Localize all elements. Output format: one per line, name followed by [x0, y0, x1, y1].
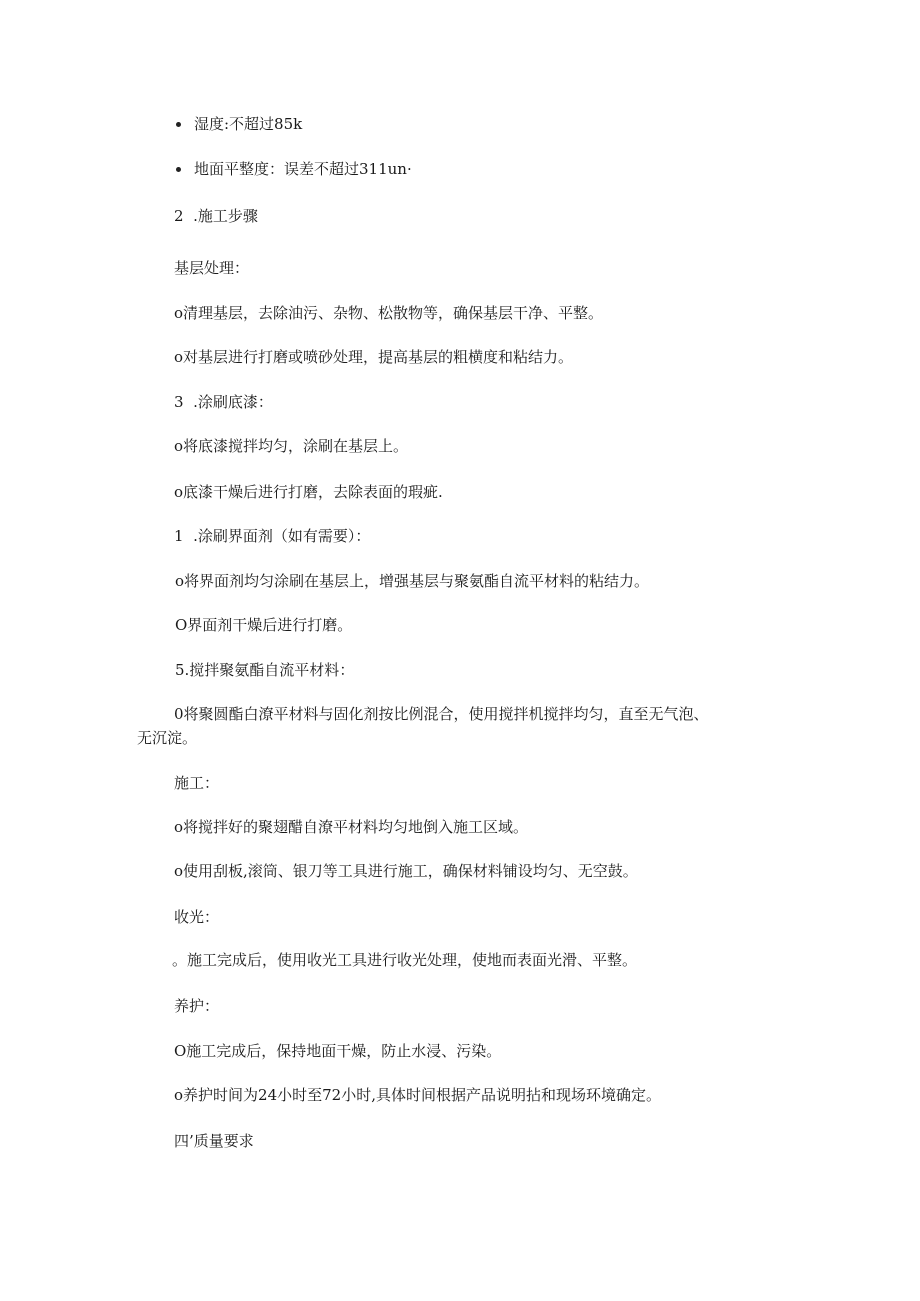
list-item: o将搅拌好的聚翅醋自潦平材料均匀地倒入施工区域。	[174, 818, 529, 836]
section-heading: 1 .涂刷界面剂（如有需要）：	[174, 527, 371, 545]
subheading: 收光：	[174, 908, 220, 926]
subheading: 养护：	[174, 997, 220, 1015]
subheading: 基层处理：	[174, 259, 250, 277]
list-item: 。施工完成后，使用收光工具进行收光处理，使地而表面光滑、平整。	[172, 951, 638, 969]
list-item: o底漆干燥后进行打磨，去除表面的瑕疵.	[174, 483, 443, 501]
list-item: O界面剂干燥后进行打磨。	[175, 616, 353, 634]
list-item: o清理基层，去除油污、杂物、松散物等，确保基层干净、平整。	[174, 304, 604, 322]
list-item: o将底漆搅拌均匀，涂刷在基层上。	[174, 437, 409, 455]
list-item: o使用刮板,滚筒、银刀等工具进行施工，确保材料铺设均匀、无空鼓。	[174, 862, 638, 880]
list-item: O施工完成后，保持地面干燥，防止水浸、污染。	[174, 1042, 502, 1060]
section-heading: 四’质量要求	[174, 1132, 254, 1150]
paragraph-line: 0将聚圆酯白潦平材料与固化剂按比例混合，使用搅拌机搅拌均匀，直至无气泡、	[174, 705, 709, 723]
paragraph-line: 无沉淀。	[137, 729, 198, 747]
list-item: o养护时间为24小时至72小时,具体时间根据产品说明拈和现场环境确定。	[174, 1086, 661, 1104]
section-heading: 2 .施工步骤	[174, 207, 258, 225]
list-item: o将界面剂均匀涂刷在基层上，增强基层与聚氨酯自流平材料的粘结力。	[175, 572, 650, 590]
subheading: 施工：	[174, 774, 220, 792]
section-heading: 5.搅拌聚氨酯自流平材料：	[175, 661, 355, 679]
paragraph-mixing	[137, 702, 817, 750]
section-heading: 3 .涂刷底漆：	[174, 393, 273, 411]
list-item: o对基层进行打磨或喷砂处理，提高基层的粗横度和粘结力。	[174, 348, 574, 366]
bullet-icon	[176, 122, 181, 127]
bullet-icon	[176, 167, 181, 172]
bullet-humidity: 湿度:不超过85k	[194, 115, 303, 133]
bullet-flatness: 地面平整度：误差不超过311un·	[194, 160, 412, 178]
